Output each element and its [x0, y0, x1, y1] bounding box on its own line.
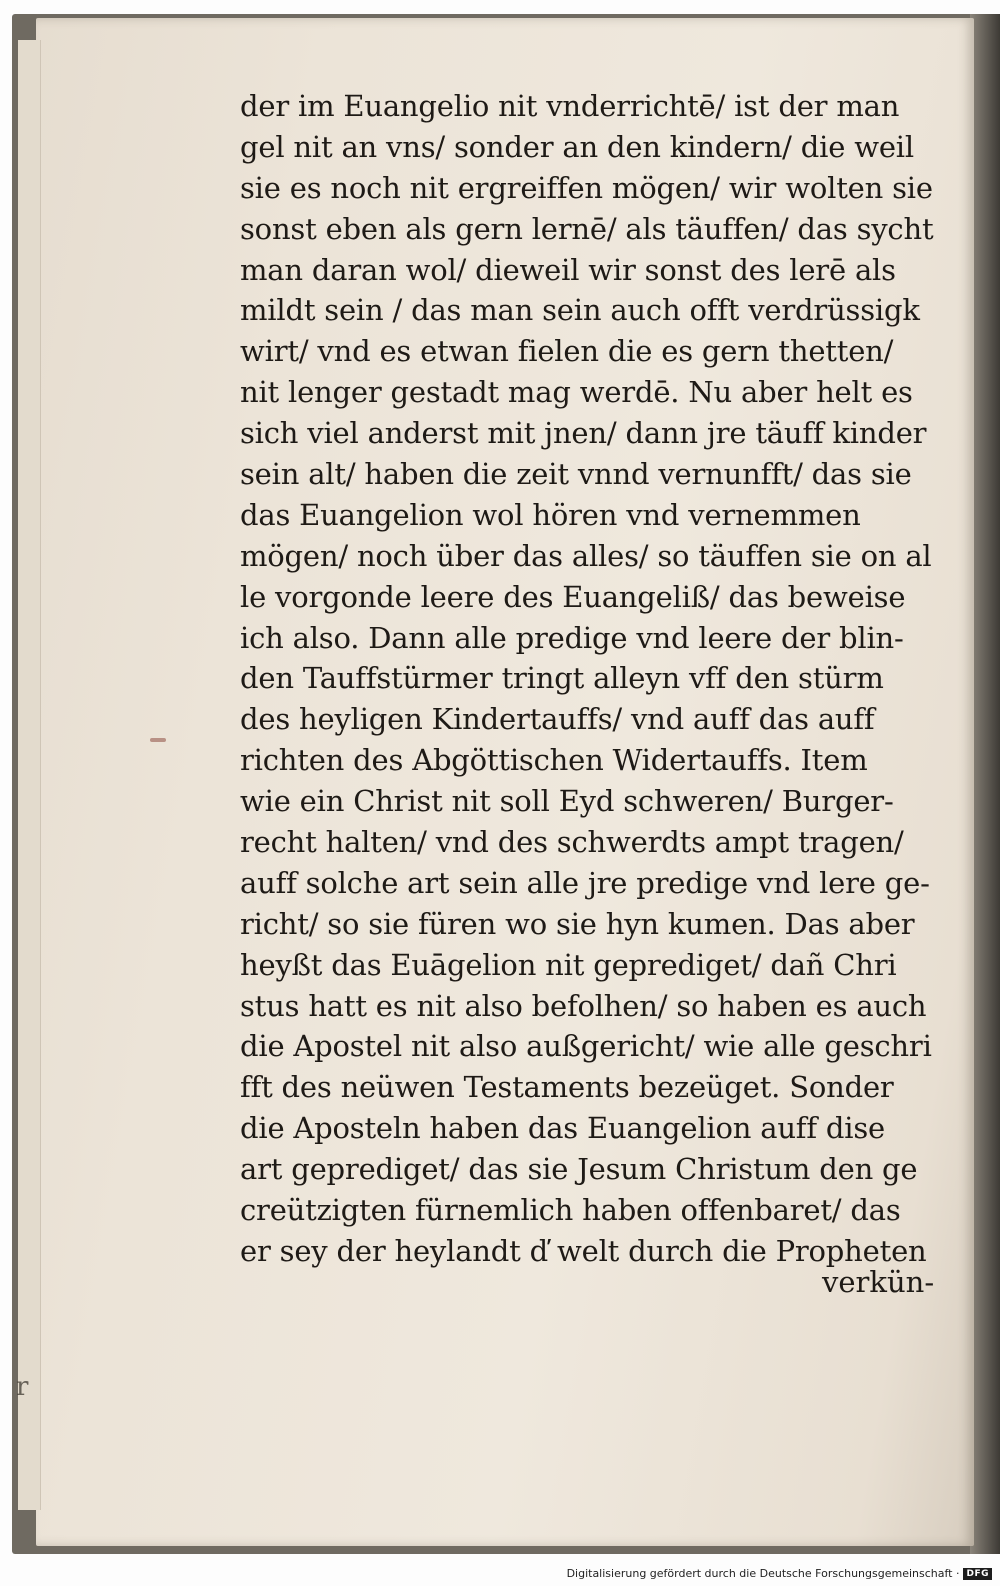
text-line: le vorgonde leere des Euangeliß/ das beweise — [240, 579, 906, 614]
text-line: heyßt das Euāgelion nit geprediget/ dañ Chri — [240, 947, 897, 982]
text-line: richt/ so sie füren wo sie hyn kumen. Das aber — [240, 906, 915, 941]
text-line: sich viel anderst mit jnen/ dann jre täuff kinder — [240, 416, 927, 451]
catchword: verkün- — [822, 1265, 935, 1299]
text-line: gel nit an vns/ sonder an den kindern/ die weil — [240, 129, 914, 164]
text-line: mögen/ noch über das alles/ so täuffen sie on al — [240, 538, 932, 573]
page-text-block — [240, 86, 960, 1272]
text-line: man daran wol/ dieweil wir sonst des lerē als — [240, 252, 896, 287]
text-line: auff solche art sein alle jre predige vnd lere ge- — [240, 865, 930, 900]
text-line: er sey der heylandt ď welt durch die Propheten — [240, 1233, 927, 1268]
text-line: richten des Abgöttischen Widertauffs. Item — [240, 743, 868, 778]
text-line: nit lenger gestadt mag werdē. Nu aber helt es — [240, 375, 913, 410]
text-line: wie ein Christ nit soll Eyd schweren/ Burger- — [240, 784, 894, 819]
margin-mark: r — [16, 1372, 29, 1402]
text-line: art geprediget/ das sie Jesum Christum den ge — [240, 1152, 918, 1187]
text-line: das Euangelion wol hören vnd vernemmen — [240, 497, 861, 532]
spine-shadow — [970, 14, 1000, 1554]
text-line: des heyligen Kindertauffs/ vnd auff das auff — [240, 702, 875, 737]
footer-credit-text: Digitalisierung gefördert durch die Deutsche Forschungsgemeinschaft · — [566, 1567, 960, 1580]
page-left-edge — [18, 40, 41, 1510]
text-line: fft des neüwen Testaments bezeüget. Sonder — [240, 1070, 894, 1105]
ink-smudge — [150, 738, 166, 742]
text-line: wirt/ vnd es etwan fielen die es gern thetten/ — [240, 334, 894, 369]
text-line: creützigten fürnemlich haben offenbaret/ das — [240, 1193, 901, 1228]
text-line: sie es noch nit ergreiffen mögen/ wir wolten sie — [240, 170, 933, 205]
dfg-logo-icon: DFG — [963, 1568, 992, 1580]
text-line: die Aposteln haben das Euangelion auff dise — [240, 1111, 885, 1146]
text-line: stus hatt es nit also befolhen/ so haben es auch — [240, 988, 927, 1023]
digitization-footer — [567, 1567, 992, 1580]
text-line: sein alt/ haben die zeit vnnd vernunfft/ das sie — [240, 457, 912, 492]
text-line: ich also. Dann alle predige vnd leere der blin- — [240, 620, 904, 655]
text-line: recht halten/ vnd des schwerdts ampt tragen/ — [240, 825, 904, 860]
text-line: den Tauffstürmer tringt alleyn vff den stürm — [240, 661, 884, 696]
text-line: die Apostel nit also außgericht/ wie alle geschri — [240, 1029, 932, 1064]
text-line: der im Euangelio nit vnderrichtē/ ist der man — [240, 89, 900, 123]
text-line: mildt sein / das man sein auch offt verdrüssigk — [240, 293, 920, 328]
text-line: sonst eben als gern lernē/ als täuffen/ das sycht — [240, 211, 934, 246]
